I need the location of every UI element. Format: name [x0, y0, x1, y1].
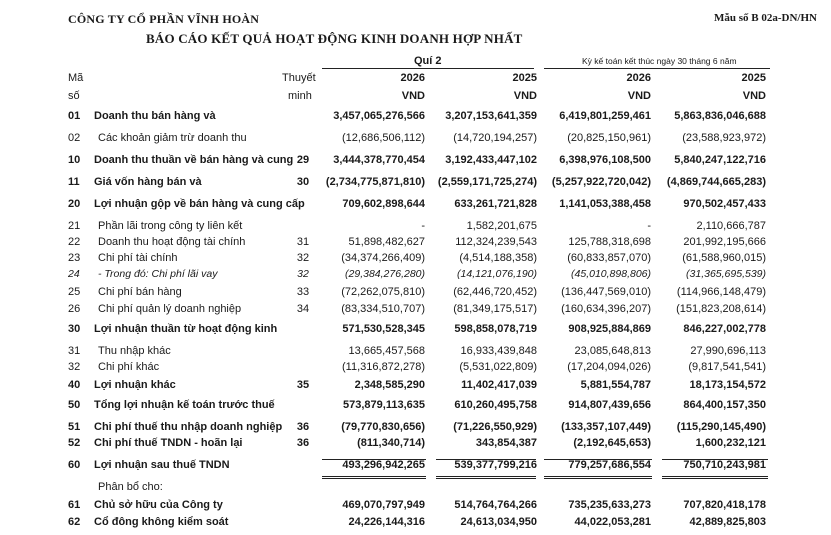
- value-q2-2025: 610,260,495,758: [454, 399, 537, 411]
- value-ytd-2026: (5,257,922,720,042): [551, 176, 651, 188]
- value-q2-2025: 598,858,078,719: [454, 323, 537, 335]
- statement-row: [0, 132, 831, 150]
- currency-header-2: VND: [513, 90, 537, 102]
- year-header-q2-2026: 2026: [400, 72, 425, 84]
- row-label: Phần lãi trong công ty liên kết: [98, 220, 243, 232]
- total-underline-1b: [322, 478, 426, 479]
- company-name: CÔNG TY CỔ PHẦN VĨNH HOÀN: [68, 12, 260, 26]
- value-q2-2026: 469,070,797,949: [342, 499, 425, 511]
- row-label: Lợi nhuận khác: [94, 379, 176, 391]
- value-q2-2025: (14,121,076,190): [457, 268, 537, 280]
- row-code: 32: [68, 361, 81, 373]
- statement-row: [0, 499, 831, 517]
- value-ytd-2025: 42,889,825,803: [689, 516, 766, 528]
- quarter-group-header: Quí 2: [414, 55, 442, 67]
- value-ytd-2025: 1,600,232,121: [695, 437, 766, 449]
- row-code: 62: [68, 516, 81, 528]
- value-q2-2026: 571,530,528,345: [342, 323, 425, 335]
- currency-header-3: VND: [627, 90, 651, 102]
- row-label: Chi phí bán hàng: [98, 286, 182, 298]
- total-underline-4a: [662, 476, 768, 477]
- value-ytd-2026: 779,257,686,554: [568, 459, 651, 471]
- row-code: 24: [68, 268, 80, 280]
- value-q2-2026: -: [421, 220, 425, 232]
- value-ytd-2026: 23,085,648,813: [574, 345, 651, 357]
- value-q2-2025: (81,349,175,517): [453, 303, 537, 315]
- value-ytd-2026: 44,022,053,281: [574, 516, 651, 528]
- row-code: 10: [68, 154, 81, 166]
- value-q2-2026: (83,334,510,707): [341, 303, 425, 315]
- row-label: Chi phí thuế thu nhập doanh nghiệp: [94, 421, 283, 433]
- value-ytd-2026: 125,788,318,698: [568, 236, 651, 248]
- statement-row: [0, 361, 831, 379]
- row-label: - Trong đó: Chi phí lãi vay: [98, 268, 218, 280]
- value-q2-2026: 493,296,942,265: [342, 459, 425, 471]
- value-ytd-2025: 2,110,666,787: [696, 220, 766, 232]
- statement-row: [0, 286, 831, 304]
- statement-row: [0, 154, 831, 172]
- total-rule-1: [322, 459, 426, 460]
- row-note: 31: [296, 236, 310, 248]
- row-label: Thu nhập khác: [98, 345, 171, 357]
- row-label: Lợi nhuận thuần từ hoạt động kinh: [94, 323, 278, 335]
- row-code: 26: [68, 303, 81, 315]
- total-rule-2: [436, 459, 536, 460]
- value-ytd-2025: (4,869,744,665,283): [666, 176, 766, 188]
- total-underline-1a: [322, 476, 426, 477]
- year-header-ytd-2026: 2026: [626, 72, 651, 84]
- row-label: Chi phí quản lý doanh nghiệp: [98, 303, 242, 315]
- total-underline-3b: [544, 478, 652, 479]
- value-ytd-2026: 914,807,439,656: [568, 399, 651, 411]
- statement-row: [0, 399, 831, 417]
- value-ytd-2025: (9,817,541,541): [688, 361, 766, 373]
- value-ytd-2025: 18,173,154,572: [689, 379, 766, 391]
- row-code: 25: [68, 286, 81, 298]
- value-ytd-2025: 750,710,243,981: [683, 459, 766, 471]
- value-q2-2025: (62,446,720,452): [453, 286, 537, 298]
- statement-row: [0, 481, 831, 499]
- value-q2-2025: (4,514,188,358): [459, 252, 537, 264]
- value-ytd-2025: (31,365,695,539): [686, 268, 766, 280]
- total-rule-3: [544, 459, 652, 460]
- row-code: 11: [68, 176, 80, 188]
- total-rule-4: [662, 459, 768, 460]
- row-label: Chi phí tài chính: [98, 252, 178, 264]
- value-ytd-2026: (136,447,569,010): [561, 286, 651, 298]
- value-q2-2026: (12,686,506,112): [342, 132, 425, 144]
- year-header-q2-2025: 2025: [512, 72, 537, 84]
- value-ytd-2025: 201,992,195,666: [683, 236, 766, 248]
- row-label: Tổng lợi nhuận kế toán trước thuế: [94, 399, 275, 411]
- value-q2-2025: 3,192,433,447,102: [445, 154, 537, 166]
- value-ytd-2025: 27,990,696,113: [690, 345, 766, 357]
- value-ytd-2026: (17,204,094,026): [567, 361, 651, 373]
- value-q2-2026: 3,444,378,770,454: [333, 154, 425, 166]
- row-code: 30: [68, 323, 81, 335]
- row-code: 61: [68, 499, 81, 511]
- row-code: 22: [68, 236, 81, 248]
- value-ytd-2026: (2,192,645,653): [573, 437, 651, 449]
- total-underline-2b: [436, 478, 536, 479]
- row-note: 36: [296, 437, 310, 449]
- value-q2-2025: (2,559,171,725,274): [437, 176, 537, 188]
- value-ytd-2025: 864,400,157,350: [683, 399, 766, 411]
- row-note: 33: [296, 286, 310, 298]
- value-ytd-2026: (133,357,107,449): [561, 421, 651, 433]
- statement-row: [0, 110, 831, 128]
- note-header-line1: Thuyết: [282, 72, 316, 84]
- statement-row: [0, 323, 831, 341]
- row-label: Phân bổ cho:: [98, 481, 163, 493]
- row-label: Doanh thu bán hàng và: [94, 110, 216, 122]
- value-ytd-2025: (23,588,923,972): [682, 132, 766, 144]
- row-note: 29: [296, 154, 310, 166]
- row-label: Cổ đông không kiểm soát: [94, 516, 229, 528]
- value-ytd-2025: 707,820,418,178: [683, 499, 766, 511]
- code-header-line2: số: [68, 90, 80, 102]
- period-group-rule: [544, 68, 770, 69]
- value-ytd-2026: 5,881,554,787: [580, 379, 651, 391]
- row-note: 32: [297, 268, 309, 280]
- value-q2-2026: (79,770,830,656): [341, 421, 425, 433]
- quarter-group-rule: [322, 68, 534, 69]
- statement-row: [0, 516, 831, 534]
- period-group-header: Kỳ kế toán kết thúc ngày 30 tháng 6 năm: [582, 56, 737, 66]
- year-header-ytd-2025: 2025: [741, 72, 766, 84]
- row-label: Chủ sở hữu của Công ty: [94, 499, 223, 511]
- code-header-line1: Mã: [68, 72, 84, 84]
- value-q2-2025: 16,933,439,848: [460, 345, 537, 357]
- row-label: Doanh thu thuần về bán hàng và cung: [94, 154, 294, 166]
- row-code: 51: [68, 421, 81, 433]
- value-q2-2026: (29,384,276,280): [345, 268, 425, 280]
- row-code: 23: [68, 252, 81, 264]
- value-q2-2025: 24,613,034,950: [460, 516, 537, 528]
- value-ytd-2025: (61,588,960,015): [682, 252, 766, 264]
- row-code: 02: [68, 132, 81, 144]
- currency-header-4: VND: [742, 90, 766, 102]
- row-label: Doanh thu hoạt động tài chính: [98, 236, 246, 248]
- value-q2-2025: 112,324,239,543: [455, 236, 537, 248]
- row-note: 36: [296, 421, 310, 433]
- value-ytd-2025: 5,863,836,046,688: [674, 110, 766, 122]
- value-ytd-2025: (114,966,148,479): [676, 286, 766, 298]
- statement-row: [0, 176, 831, 194]
- value-ytd-2025: (151,823,208,614): [676, 303, 766, 315]
- row-code: 40: [68, 379, 81, 391]
- value-q2-2026: 573,879,113,635: [343, 399, 425, 411]
- value-q2-2025: 3,207,153,641,359: [445, 110, 537, 122]
- value-ytd-2026: (20,825,150,961): [567, 132, 651, 144]
- value-q2-2026: 2,348,585,290: [354, 379, 425, 391]
- row-note: 30: [296, 176, 310, 188]
- statement-row: [0, 437, 831, 455]
- currency-header-1: VND: [401, 90, 425, 102]
- row-code: 31: [68, 345, 81, 357]
- statement-row: [0, 303, 831, 321]
- row-code: 52: [68, 437, 81, 449]
- value-ytd-2025: 846,227,002,778: [683, 323, 766, 335]
- value-ytd-2026: 6,398,976,108,500: [559, 154, 651, 166]
- value-ytd-2025: (115,290,145,490): [676, 421, 766, 433]
- value-ytd-2026: (45,010,898,806): [571, 268, 651, 280]
- value-q2-2025: (14,720,194,257): [453, 132, 537, 144]
- row-label: Các khoản giảm trừ doanh thu: [98, 132, 247, 144]
- value-ytd-2026: 908,925,884,869: [568, 323, 651, 335]
- statement-row: [0, 379, 831, 397]
- value-q2-2025: (5,531,022,809): [459, 361, 537, 373]
- value-q2-2025: 343,854,387: [475, 437, 537, 449]
- value-q2-2026: (72,262,075,810): [341, 286, 425, 298]
- value-q2-2025: 539,377,799,216: [454, 459, 537, 471]
- value-ytd-2026: 735,235,633,273: [568, 499, 651, 511]
- row-code: 60: [68, 459, 81, 471]
- row-label: Chi phí thuế TNDN - hoãn lại: [94, 437, 243, 449]
- value-ytd-2026: (160,634,396,207): [561, 303, 651, 315]
- value-q2-2026: (11,316,872,278): [342, 361, 425, 373]
- value-q2-2026: (2,734,775,871,810): [325, 176, 425, 188]
- statement-row: [0, 459, 831, 477]
- value-ytd-2025: 5,840,247,122,716: [674, 154, 766, 166]
- total-underline-4b: [662, 478, 768, 479]
- value-ytd-2026: 6,419,801,259,461: [559, 110, 651, 122]
- row-label: Lợi nhuận sau thuế TNDN: [94, 459, 230, 471]
- value-q2-2025: (71,226,550,929): [453, 421, 537, 433]
- value-ytd-2026: 1,141,053,388,458: [559, 198, 651, 210]
- value-q2-2026: (811,340,714): [357, 437, 425, 449]
- form-code: Mẫu số B 02a-DN/HN: [714, 12, 817, 24]
- value-q2-2025: 11,402,417,039: [461, 379, 537, 391]
- value-q2-2025: 514,764,764,266: [454, 499, 537, 511]
- row-code: 01: [68, 110, 81, 122]
- row-note: 32: [296, 252, 310, 264]
- value-q2-2025: 633,261,721,828: [454, 198, 537, 210]
- row-note: 34: [296, 303, 310, 315]
- value-ytd-2026: (60,833,857,070): [567, 252, 651, 264]
- value-q2-2026: 13,665,457,568: [348, 345, 425, 357]
- row-code: 20: [68, 198, 81, 210]
- row-note: 35: [296, 379, 310, 391]
- value-q2-2026: 3,457,065,276,566: [333, 110, 425, 122]
- note-header-line2: minh: [288, 90, 312, 102]
- value-q2-2026: 24,226,144,316: [348, 516, 425, 528]
- value-q2-2025: 1,582,201,675: [466, 220, 537, 232]
- value-q2-2026: 51,898,482,627: [348, 236, 425, 248]
- value-ytd-2026: -: [647, 220, 651, 232]
- statement-row: [0, 198, 831, 216]
- report-title: BÁO CÁO KẾT QUẢ HOẠT ĐỘNG KINH DOANH HỢP NHẤT: [146, 31, 523, 46]
- row-label: Chi phí khác: [98, 361, 160, 373]
- total-underline-2a: [436, 476, 536, 477]
- value-q2-2026: (34,374,266,409): [341, 252, 425, 264]
- value-ytd-2025: 970,502,457,433: [683, 198, 766, 210]
- total-underline-3a: [544, 476, 652, 477]
- row-code: 21: [68, 220, 81, 232]
- row-label: Giá vốn hàng bán và: [94, 176, 202, 188]
- row-label: Lợi nhuận gộp về bán hàng và cung cấp: [94, 198, 305, 210]
- row-code: 50: [68, 399, 81, 411]
- value-q2-2026: 709,602,898,644: [342, 198, 425, 210]
- statement-row: [0, 268, 831, 286]
